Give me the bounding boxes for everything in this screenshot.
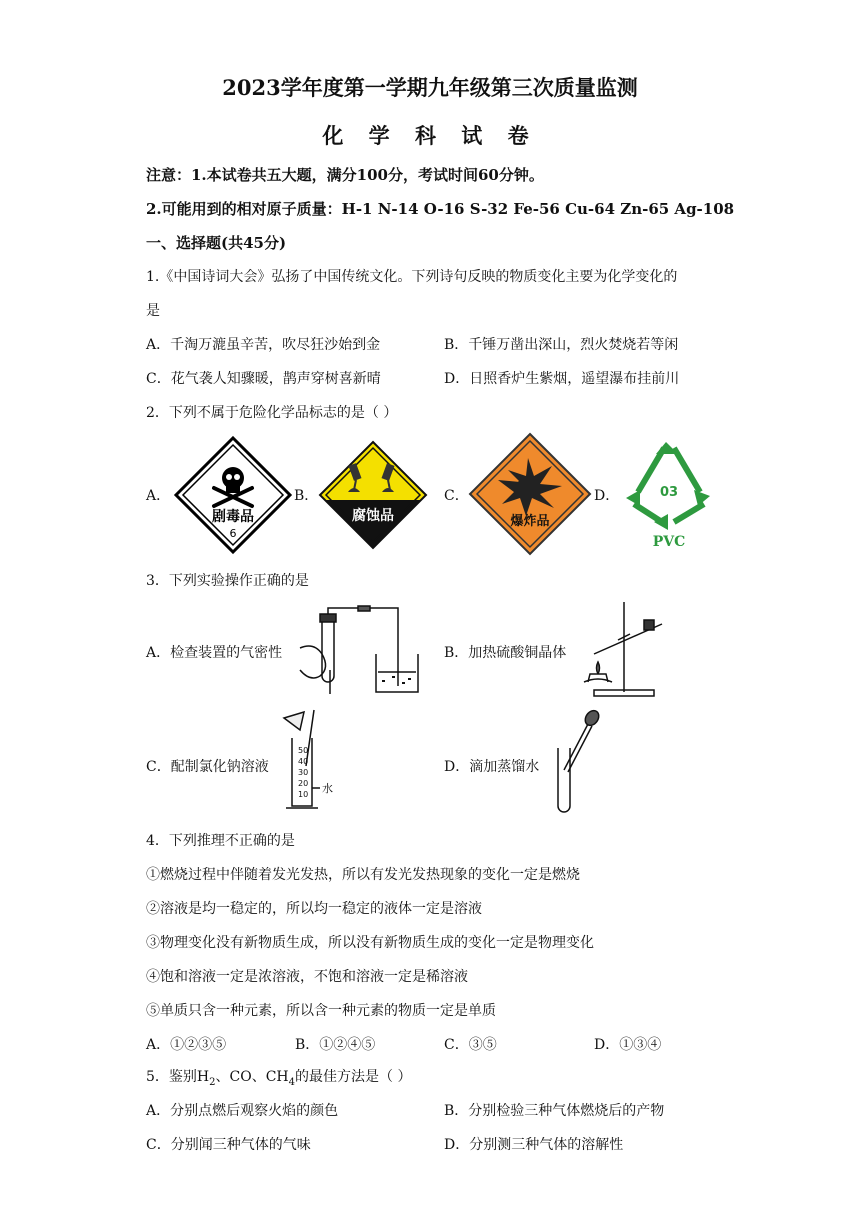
q4-option-c: C．③⑤ — [444, 1037, 497, 1053]
toxic-sign-icon — [174, 436, 292, 554]
q4-item-3: ③物理变化没有新物质生成，所以没有新物质生成的变化一定是物理变化 — [146, 935, 594, 951]
q4-item-2: ②溶液是均一稳定的，所以均一稳定的液体一定是溶液 — [146, 901, 482, 917]
q3-option-b: B．加热硫酸铜晶体 — [444, 645, 567, 661]
notes-line-1: 注意：1.本试卷共五大题，满分100分，考试时间60分钟。 — [146, 166, 544, 184]
section-heading: 一、选择题(共45分) — [146, 234, 287, 252]
cylinder-mark-30: 30 — [298, 768, 309, 777]
notes-line-2: 2.可能用到的相对原子质量：H-1 N-14 O-16 S-32 Fe-56 Cu-64 Zn-65 Ag-108 — [146, 200, 735, 218]
q1-stem-cont: 是 — [146, 303, 160, 319]
cylinder-mark-50: 50 — [298, 746, 309, 755]
corrosive-sign-icon — [318, 440, 428, 550]
q1-option-c: C．花气袭人知骤暖，鹊声穿树喜新晴 — [146, 371, 381, 387]
explosive-sign-icon — [468, 432, 592, 556]
q5-option-a: A．分别点燃后观察火焰的颜色 — [146, 1103, 339, 1119]
q1-option-a: A．千淘万漉虽辛苦，吹尽狂沙始到金 — [146, 337, 381, 353]
q5-option-c: C．分别闻三种气体的气味 — [146, 1137, 311, 1153]
q4-item-1: ①燃烧过程中伴随着发光发热，所以有发光发热现象的变化一定是燃烧 — [146, 867, 580, 883]
heating-apparatus-icon — [574, 600, 670, 698]
measuring-cylinder-icon — [280, 706, 350, 814]
q4-stem: 4．下列推理不正确的是 — [146, 833, 295, 849]
q4-item-5: ⑤单质只含一种元素，所以含一种元素的物质一定是单质 — [146, 1003, 496, 1019]
q2-letter-b: B． — [294, 488, 319, 504]
cylinder-mark-20: 20 — [298, 779, 309, 788]
q3-stem: 3．下列实验操作正确的是 — [146, 573, 309, 589]
toxic-sign-number: 6 — [229, 527, 237, 540]
dropper-apparatus-icon — [550, 708, 606, 814]
q2-letter-a: A． — [146, 488, 171, 504]
explosive-sign-text: 爆炸品 — [510, 514, 550, 529]
pvc-number: 03 — [659, 485, 679, 500]
cylinder-mark-10: 10 — [298, 790, 309, 799]
q1-option-b: B．千锤万凿出深山，烈火焚烧若等闲 — [444, 337, 679, 353]
pvc-code: PVC — [652, 534, 686, 550]
q4-option-d: D．①③④ — [594, 1037, 662, 1053]
q3-option-d: D．滴加蒸馏水 — [444, 759, 540, 775]
q1-stem: 1.《中国诗词大会》弘扬了中国传统文化。下列诗句反映的物质变化主要为化学变化的 — [146, 269, 678, 285]
pvc-recycle-icon — [620, 440, 718, 550]
water-label: 水 — [322, 782, 333, 795]
q4-option-b: B．①②④⑤ — [295, 1037, 376, 1053]
cylinder-mark-40: 40 — [298, 757, 309, 766]
q2-letter-c: C． — [444, 488, 469, 504]
toxic-sign-text: 剧毒品 — [212, 509, 254, 525]
exam-title: 2023学年度第一学期九年级第三次质量监测 — [222, 75, 638, 100]
q2-letter-d: D． — [594, 488, 620, 504]
q4-option-a: A．①②③⑤ — [146, 1037, 227, 1053]
q5-stem: 5．鉴别$H_2$、CO、$CH_4$的最佳方法是（ ） — [146, 1069, 412, 1088]
q1-option-d: D．日照香炉生紫烟，遥望瀑布挂前川 — [444, 371, 680, 387]
q3-option-a: A．检查装置的气密性 — [146, 645, 283, 661]
q2-stem: 2．下列不属于危险化学品标志的是（ ） — [146, 405, 398, 421]
exam-subtitle: 化 学 科 试 卷 — [322, 123, 538, 148]
airtightness-apparatus-icon — [296, 606, 426, 698]
q5-option-b: B．分别检验三种气体燃烧后的产物 — [444, 1103, 665, 1119]
q3-option-c: C．配制氯化钠溶液 — [146, 759, 269, 775]
corrosive-sign-text: 腐蚀品 — [352, 508, 394, 524]
q4-item-4: ④饱和溶液一定是浓溶液，不饱和溶液一定是稀溶液 — [146, 969, 468, 985]
q5-option-d: D．分别测三种气体的溶解性 — [444, 1137, 624, 1153]
